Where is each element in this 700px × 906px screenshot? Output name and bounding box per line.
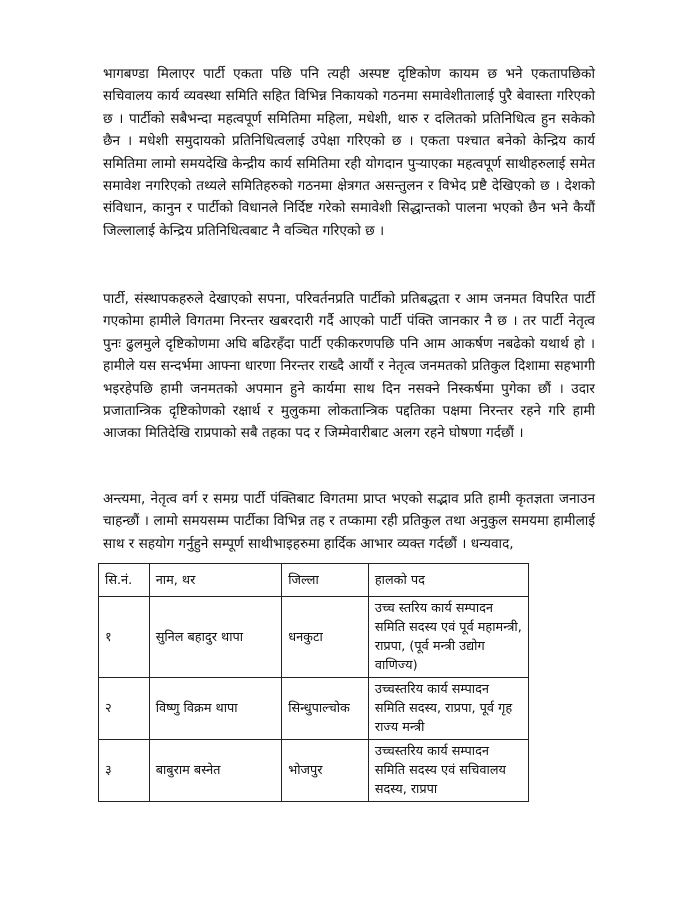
district-cell: धनकुटा	[282, 597, 369, 678]
paragraph-1: भागबण्डा मिलाएर पार्टी एकता पछि पनि त्यही अस्पष्ट दृष्टिकोण कायम छ भने एकतापछिको सचिवालय कार्य व्यवस्था समिति सहित विभिन्न निकायको गठनमा समावेशीतालाई पुरै बेवास्ता गरिएको छ । पार्टीको सबैभन्दा महत्वपूर्ण समितिमा महिला, मधेशी, थारु र दलितको प्रतिनिधित्व हुन सकेको छैन । मधेशी समुदायको प्रतिनिधित्वलाई उपेक्षा गरिएको छ । एकता पश्चात बनेको केन्द्रिय कार्य समितिमा लामो समयदेखि केन्द्रीय कार्य समितिमा रही योगदान पुऱ्याएका महत्वपूर्ण साथीहरुलाई समेत समावेश नगरिएको तथ्यले समितिहरुको गठनमा क्षेत्रगत असन्तुलन र विभेद प्रष्टै देखिएको छ । देशको संविधान, कानुन र पार्टीको विधानले निर्दिष्ट गरेको समावेशी सिद्धान्तको पालना भएको छैन भने कैयौं जिल्लालाई केन्द्रिय प्रतिनिधित्वबाट नै वञ्चित गरिएको छ ।	[103, 66, 595, 239]
name-cell: विष्णु विक्रम थापा	[149, 678, 282, 740]
table-row	[99, 740, 529, 802]
header-district: जिल्ला	[282, 564, 369, 597]
header-post: हालको पद	[368, 564, 528, 597]
header-name: नाम, थर	[149, 564, 282, 597]
table-row	[99, 678, 529, 740]
table-row	[99, 597, 529, 678]
members-table	[98, 563, 529, 802]
serial-cell: ३	[99, 740, 150, 802]
paragraph-2: पार्टी, संस्थापकहरुले देखाएको सपना, परिवर्तनप्रति पार्टीको प्रतिबद्धता र आम जनमत विपरित पार्टी गएकोमा हामीले विगतमा निरन्तर खबरदारी गर्दै आएको पार्टी पंक्ति जानकार नै छ । तर पार्टी नेतृत्व पुनः ढुलमुले दृष्टिकोणमा अघि बढिरहँदा पार्टी एकीकरणपछि पनि आम आकर्षण नबढेको यथार्थ हो । हामीले यस सन्दर्भमा आफ्ना धारणा निरन्तर राख्दै आयौं र नेतृत्व जनमतको प्रतिकुल दिशामा सहभागी भइरहेपछि हामी जनमतको अपमान हुने कार्यमा साथ दिन नसक्ने निस्कर्षमा पुगेका छौं । उदार प्रजातान्त्रिक दृष्टिकोणको रक्षार्थ र मुलुकमा लोकतान्त्रिक पद्दतिका पक्षमा निरन्तर रहने गरि हामी आजका मितिदेखि राप्रपाको सबै तहका पद र जिम्मेवारीबाट अलग रहने घोषणा गर्दछौं ।	[103, 291, 595, 442]
paragraph-3: अन्त्यमा, नेतृत्व वर्ग र समग्र पार्टी पंक्तिबाट विगतमा प्राप्त भएको सद्भाव प्रति हामी कृतज्ञता जनाउन चाहन्छौं । लामो समयसम्म पार्टीका विभिन्न तह र तप्कामा रही प्रतिकुल तथा अनुकुल समयमा हामीलाई साथ र सहयोग गर्नुहुने सम्पूर्ण साथीभाइहरुमा हार्दिक आभार व्यक्त गर्दछौं । धन्यवाद,	[103, 491, 595, 552]
post-cell: उच्चस्तरिय कार्य सम्पादन समिति सदस्य, राप्रपा, पूर्व गृह राज्य मन्त्री	[368, 678, 528, 740]
post-cell: उच्च स्तरिय कार्य सम्पादन समिति सदस्य एवं पूर्व महामन्त्री, राप्रपा, (पूर्व मन्त्री उद्योग वाणिज्य)	[368, 597, 528, 678]
serial-cell: २	[99, 678, 150, 740]
table-header-row	[99, 564, 529, 597]
post-cell: उच्चस्तरिय कार्य सम्पादन समिति सदस्य एवं सचिवालय सदस्य, राप्रपा	[368, 740, 528, 802]
serial-cell: १	[99, 597, 150, 678]
name-cell: बाबुराम बस्नेत	[149, 740, 282, 802]
district-cell: भोजपुर	[282, 740, 369, 802]
district-cell: सिन्धुपाल्चोक	[282, 678, 369, 740]
header-serial: सि.नं.	[99, 564, 150, 597]
name-cell: सुनिल बहादुर थापा	[149, 597, 282, 678]
